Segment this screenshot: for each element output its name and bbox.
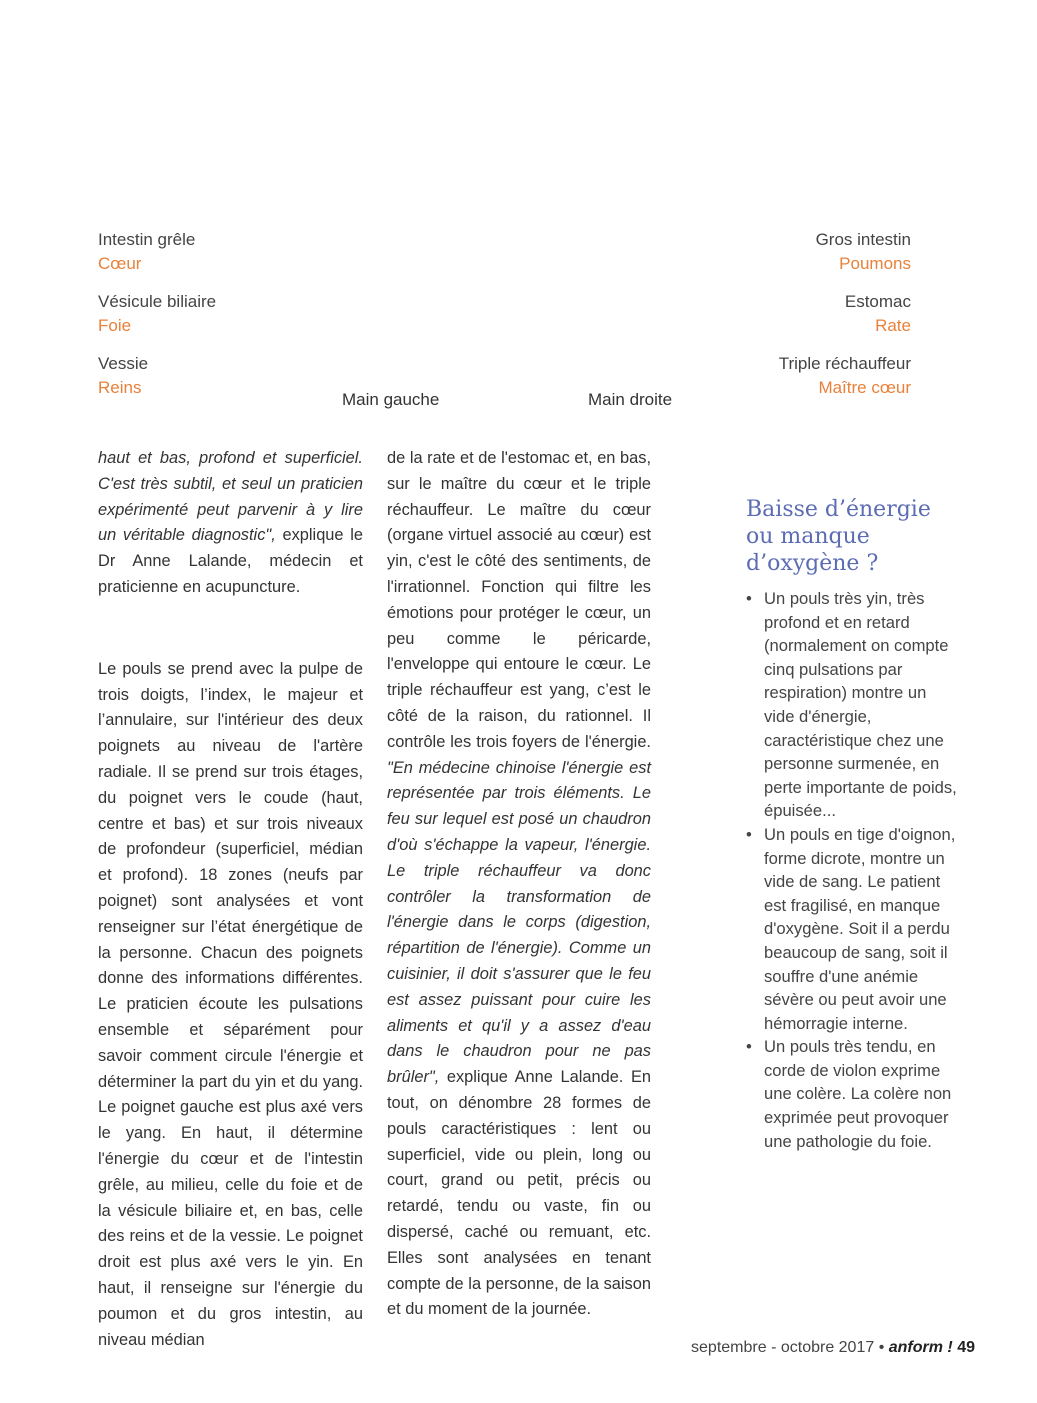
bowel-label: Vessie <box>98 354 149 373</box>
article-paragraph: Le pouls se prend avec la pulpe de trois doigts, l’index, le majeur et l’annulaire, sur l'intérieur des deux poignets au niveau de l'artère radiale. Il se prend sur trois étages, du poignet vers le coude (haut, centre et bas) et sur trois niveaux de profondeur (superficiel, médian et profond). 18 zones (neufs par poignet) sont analysées et vont renseigner sur l’état énergétique de la personne. Chacun des poignets donne des informations différentes. Le praticien écoute les pulsations ensemble et séparément pour savoir comment circule l'énergie et déterminer la part du yin et du yang. Le poignet gauche est plus axé vers le yang. En haut, il détermine l'énergie du cœur et de l'intestin grêle, au milieu, celle du foie et de la vésicule biliaire et, en bas, celle des reins et de la vessie. Le poignet droit est plus axé vers le yin. En haut, il renseigne sur l'énergie du poumon et du gros intestin, au niveau médian <box>98 659 363 1349</box>
list-item-text: Un pouls en tige d'oignon, forme dicrote, montre un vide de sang. Le patient est fragilisé, en manque d'oxygène. Soit il a perdu beaucoup de sang, soit il souffre d'une anémie sévère ou peut avoir une hémorragie interne. <box>764 824 956 1033</box>
bowel-label: Triple réchauffeur <box>778 354 911 373</box>
sidebar-list <box>746 587 961 1153</box>
magazine-name: anform ! <box>888 1339 953 1356</box>
organ-label: Foie <box>98 316 132 335</box>
organ-label: Cœur <box>98 254 142 273</box>
organ-label: Rate <box>875 316 911 335</box>
list-item-text: Un pouls très tendu, en corde de violon exprime une colère. La colère non exprimée peut provoquer une pathologie du foie. <box>764 1037 952 1151</box>
page-footer <box>691 1339 975 1357</box>
bullet-icon: • <box>746 1037 752 1057</box>
organ-label: Maître cœur <box>818 378 911 397</box>
list-item <box>746 823 961 1035</box>
article-paragraph <box>387 446 651 1323</box>
right-hand-label: Main droite <box>588 390 673 409</box>
meridian-right-2 <box>845 290 911 338</box>
sidebar-box <box>746 496 961 1153</box>
list-item <box>746 587 961 823</box>
sidebar-title: Baisse d’énergie ou manque d’oxygène ? <box>746 497 931 576</box>
list-item-text: Un pouls très yin, très profond et en retard (normalement on compte cinq pulsations par respiration) montre un vide d'énergie, caractéristique chez une personne surmenée, en perte importante de poids, épuisée... <box>764 589 957 821</box>
organ-label: Reins <box>98 378 142 397</box>
meridian-right-3 <box>779 352 911 400</box>
body-text: explique Anne Lalande. En tout, on dénombre 28 formes de pouls caractéristiques : lent ou superficiel, vide ou plein, long ou court, grand ou petit, précis ou retardé, tendu ou vaste, fin ou dispersé, caché ou remuant, etc. Elles sont analysées en tenant compte de la personne, de la saison et du moment de la journée. <box>387 1068 651 1319</box>
list-item <box>746 1035 961 1153</box>
bullet-icon: • <box>746 824 752 844</box>
issue-date: septembre - octobre 2017 <box>691 1339 875 1356</box>
footer-separator: • <box>874 1339 889 1356</box>
bullet-icon: • <box>746 589 752 608</box>
meridian-left-3 <box>98 352 148 400</box>
quote-text: haut et bas, profond et superficiel. C'est très subtil, et seul un praticien expérimenté peut parvenir à y lire un véritable diagnostic", <box>98 449 363 545</box>
meridian-left-1 <box>98 228 195 276</box>
meridian-right-1 <box>816 228 911 276</box>
organ-label: Poumons <box>839 254 911 273</box>
quote-text: "En médecine chinoise l'énergie est représentée par trois éléments. Le feu sur lequel est posé un chaudron d'où s'échappe la vapeur, l'énergie. Le triple réchauffeur va donc contrôler la transformation de l'énergie dans le corps (digestion, répartition de l'énergie). Comme un cuisinier, il doit s'assurer que le feu est assez puissant pour cuire les aliments et qu'il y a assez d'eau dans le chaudron pour ne pas brûler", <box>387 758 651 1087</box>
article-column-2 <box>387 446 651 1323</box>
attribution-text: explique le Dr Anne Lalande, médecin et praticienne en acupuncture. <box>98 526 363 596</box>
bowel-label: Intestin grêle <box>98 230 196 249</box>
page-number: 49 <box>957 1339 975 1356</box>
left-hand-label: Main gauche <box>342 390 440 409</box>
bowel-label: Vésicule biliaire <box>98 292 217 311</box>
bowel-label: Estomac <box>844 292 911 311</box>
meridian-left-2 <box>98 290 216 338</box>
article-paragraph <box>98 446 363 601</box>
body-text: de la rate et de l'estomac et, en bas, sur le maître du cœur et le triple réchauffeur. Le maître du cœur (organe virtuel associé au cœur) est yin, c'est le côté des sentiments, de l'irrationnel. Fonction qui filtre les émotions pour protéger le cœur, un peu comme le péricarde, l'enveloppe qui entoure le cœur. Le triple réchauffeur est yang, c’est le côté de la raison, du rationnel. Il contrôle les trois foyers de l'énergie. <box>387 449 651 751</box>
article-column-1 <box>98 446 363 1353</box>
bowel-label: Gros intestin <box>815 230 911 249</box>
